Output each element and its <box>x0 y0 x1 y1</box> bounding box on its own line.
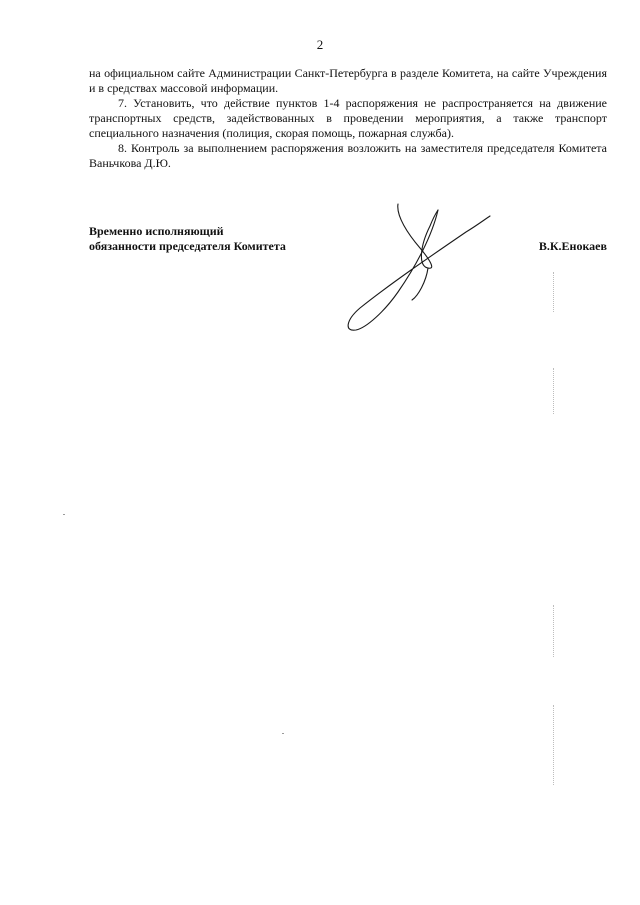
scan-artifact <box>553 705 555 785</box>
signer-position-line2: обязанности председателя Комитета <box>89 239 286 253</box>
scan-artifact <box>553 272 555 312</box>
scan-speck <box>282 733 284 734</box>
scan-speck <box>63 514 65 515</box>
paragraph-item-7: 7. Установить, что действие пунктов 1-4 распоряжения не распространяется на движение транспортных средств, задействованных в проведении мероприятия, а также транспорт специального назначения (полиция, скорая помощь, пожарная служба). <box>89 96 607 140</box>
signer-position-line1: Временно исполняющий <box>89 224 224 238</box>
paragraph-item-8: 8. Контроль за выполнением распоряжения возложить на заместителя председателя Комитета Ваньчкова Д.Ю. <box>89 141 607 170</box>
handwritten-signature <box>320 196 500 346</box>
paragraph-continuation: на официальном сайте Администрации Санкт-Петербурга в разделе Комитета, на сайте Учреждения и в средствах массовой информации. <box>89 66 607 95</box>
scan-artifact <box>553 368 555 414</box>
document-body <box>89 66 607 171</box>
page-number: 2 <box>316 37 324 52</box>
scan-artifact <box>553 605 555 657</box>
signer-name: В.К.Енокаев <box>538 239 607 253</box>
